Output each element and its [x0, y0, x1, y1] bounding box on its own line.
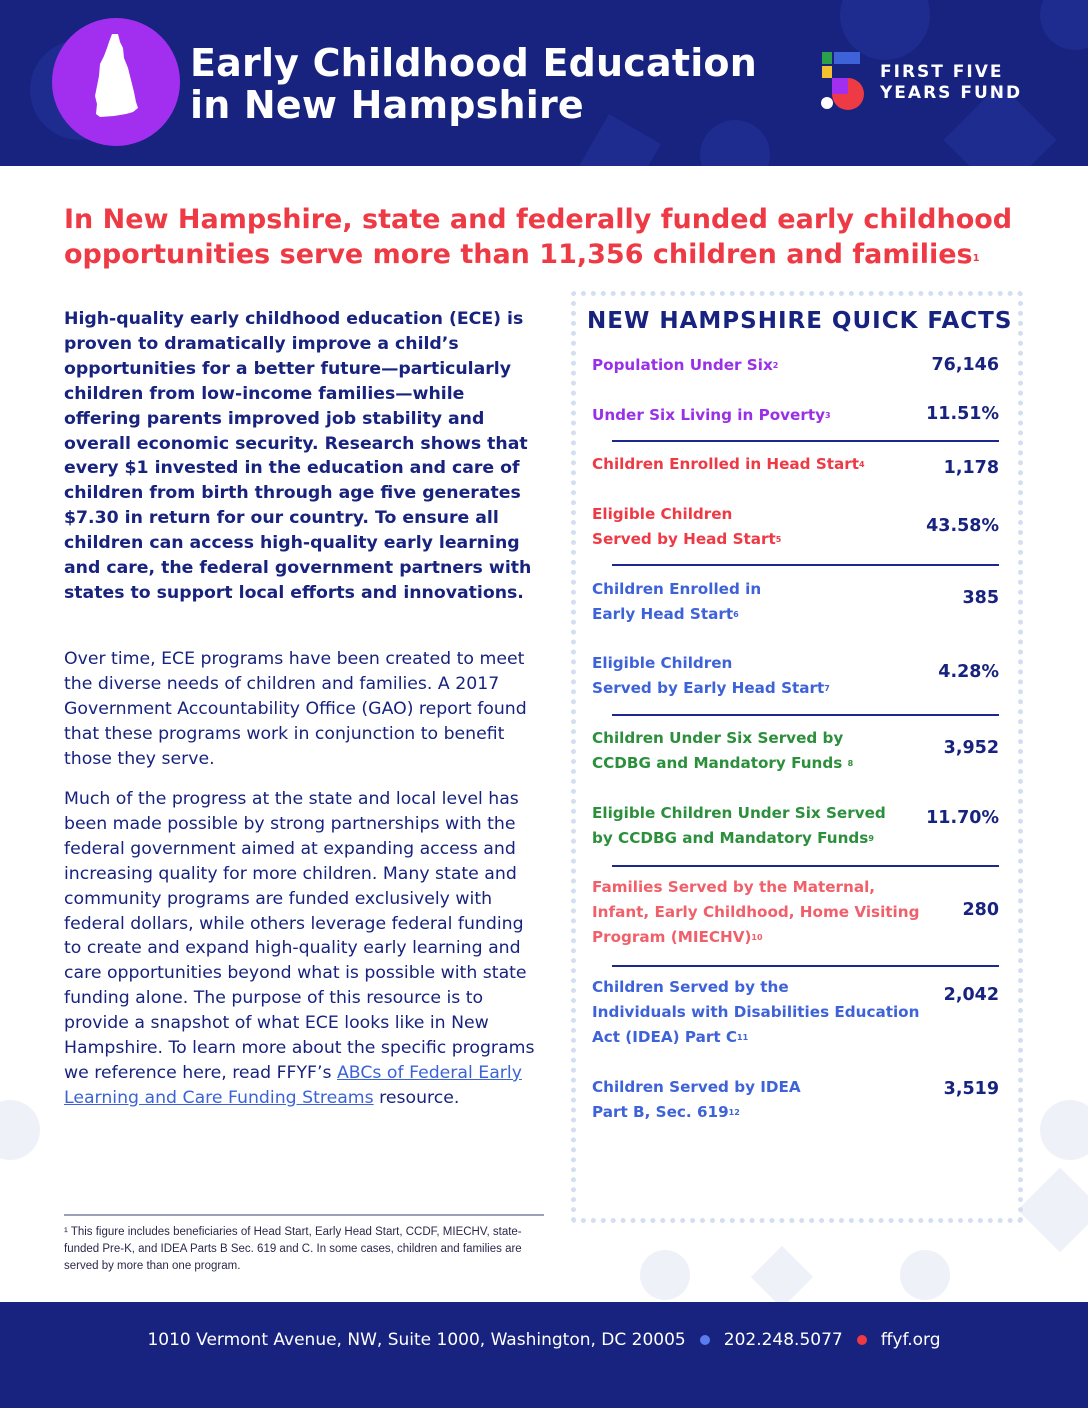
page-footer [0, 1302, 1088, 1408]
fact-label [592, 801, 927, 851]
fact-label [592, 1075, 927, 1125]
fact-label-text: Children Under Six Served by [592, 729, 844, 747]
fact-value: 1,178 [943, 458, 999, 478]
footnote-divider [64, 1214, 544, 1216]
paragraph-text: Much of the progress at the state and local level has been made possible by strong partnerships with the federal government aimed at expanding access and increasing quality for more children. Many state and community programs are funded exclusively with federal dollars, while others leverage federal funding to create and expand high-quality early learning and care opportunities beyond what is possible with state funding alone. The purpose of this resource is to provide a snapshot of what ECE looks like in New Hampshire. To learn more about the specific programs we reference here, read FFYF’s [64, 789, 535, 1083]
footer-phone[interactable]: 202.248.5077 [723, 1330, 843, 1350]
fact-value: 11.70% [926, 808, 999, 828]
fact-label-text: Served by Head Start [592, 529, 776, 548]
fact-label-text: Infant, Early Childhood, Home Visiting [592, 902, 920, 921]
fact-label-text: Children Served by IDEA [592, 1078, 801, 1096]
fact-value: 3,952 [943, 738, 999, 758]
ffyf-logo[interactable] [820, 52, 1050, 116]
logo-line: YEARS FUND [880, 83, 1023, 103]
fact-label-text: Eligible Children [592, 654, 733, 672]
title-line: Early Childhood Education [190, 41, 757, 85]
fact-value: 4.28% [938, 662, 999, 682]
red-dot-icon [857, 1335, 867, 1345]
fact-divider [612, 440, 999, 442]
title-line: in New Hampshire [190, 83, 584, 127]
fact-value: 76,146 [931, 355, 999, 375]
headline-footnote-mark: 1 [972, 253, 980, 264]
fact-label-text: CCDBG and Mandatory Funds [592, 753, 848, 772]
fact-note: 7 [824, 683, 830, 693]
decorative-shape [1040, 1100, 1088, 1160]
decorative-shape [751, 1246, 813, 1308]
fact-label [592, 875, 927, 950]
fact-label-text: Children Served by the [592, 978, 789, 996]
fact-label-text: Children Enrolled in [592, 580, 762, 598]
fact-value: 385 [962, 588, 999, 608]
fact-label-text: Eligible Children Under Six Served [592, 804, 886, 822]
fact-label-text: Early Head Start [592, 604, 734, 623]
decorative-shape [1040, 0, 1088, 50]
abcs-funding-streams-link[interactable]: ABCs of Federal Early Learning and Care Funding Streams [64, 1062, 522, 1108]
decorative-shape [0, 1100, 40, 1160]
fact-note: 10 [751, 932, 763, 942]
fact-label-text: by CCDBG and Mandatory Funds [592, 828, 869, 847]
footer-website-link[interactable]: ffyf.org [880, 1330, 941, 1350]
blue-dot-icon [700, 1335, 710, 1345]
fact-label-text: Served by Early Head Start [592, 678, 825, 697]
fact-label [592, 353, 927, 378]
fact-label [592, 502, 927, 552]
fact-divider [612, 564, 999, 566]
body-paragraph: Over time, ECE programs have been created to meet the diverse needs of children and families. A 2017 Government Accountability Office (GAO) report found that these programs work in conjunction to benefit those they serve. [64, 649, 527, 769]
ffyf-logo-icon [820, 52, 870, 116]
fact-note: 8 [847, 758, 854, 768]
fact-label-text: Eligible Children [592, 505, 733, 523]
fact-note: 12 [728, 1107, 740, 1117]
fact-label [592, 403, 927, 428]
fact-label [592, 577, 927, 627]
fact-label-text: Act (IDEA) Part C [592, 1027, 738, 1046]
footnote: ¹ This figure includes beneficiaries of Head Start, Early Head Start, CCDF, MIECHV, state-funded Pre-K, and IDEA Parts B Sec. 619 and C. In some cases, children and families are served by more than one program. [64, 1226, 522, 1272]
fact-label-text: Individuals with Disabilities Education [592, 1002, 920, 1021]
fact-label-text: Population Under Six [592, 356, 773, 374]
fact-divider [612, 965, 999, 967]
fact-note: 2 [772, 361, 779, 370]
fact-divider [612, 714, 999, 716]
intro-paragraph: High-quality early childhood education (ECE) is proven to dramatically improve a child’s opportunities for a better future—particularly children from low-income families—while offering parents improved job stability and overall economic security. Research shows that every $1 invested in the education and care of children from birth through age five generates $7.30 in return for our country. To ensure all children can access high-quality early learning and care, the federal government partners with states to support local efforts and innovations. [64, 309, 532, 603]
fact-label [592, 452, 927, 477]
fact-value: 11.51% [926, 404, 999, 424]
new-hampshire-state-icon [52, 18, 180, 146]
logo-line: FIRST FIVE [880, 62, 1004, 82]
footer-contact [0, 1330, 1088, 1350]
fact-value: 280 [962, 900, 999, 920]
fact-label [592, 975, 927, 1050]
decorative-shape [640, 1250, 690, 1300]
paragraph-text: resource. [373, 1087, 460, 1108]
page-title [190, 42, 790, 126]
fact-label-text: Children Enrolled in Head Start [592, 455, 860, 473]
footer-address: 1010 Vermont Avenue, NW, Suite 1000, Washington, DC 20005 [147, 1330, 686, 1350]
fact-note: 5 [775, 534, 782, 544]
fact-note: 4 [859, 460, 865, 469]
fact-label [592, 726, 927, 776]
fact-label-text: Program (MIECHV) [592, 927, 752, 946]
decorative-shape [840, 0, 930, 60]
fact-label-text: Part B, Sec. 619 [592, 1102, 729, 1121]
fact-note: 3 [825, 411, 831, 420]
decorative-shape [700, 120, 770, 166]
headline [64, 202, 1024, 272]
fact-note: 11 [737, 1032, 749, 1042]
fact-note: 9 [868, 833, 874, 843]
headline-text: In New Hampshire, state and federally funded early childhood opportunities serve more than 11,356 children and families [64, 204, 1013, 270]
fact-note: 6 [733, 609, 739, 619]
fact-value: 43.58% [926, 516, 999, 536]
decorative-shape [1018, 1168, 1088, 1253]
fact-label-text: Families Served by the Maternal, [592, 878, 876, 896]
fact-divider [612, 865, 999, 867]
fact-value: 3,519 [943, 1079, 999, 1099]
fact-label [592, 651, 927, 701]
fact-label-text: Under Six Living in Poverty [592, 406, 826, 424]
decorative-shape [900, 1250, 950, 1300]
body-paragraph [64, 787, 539, 1111]
state-badge [52, 18, 180, 146]
quick-facts-title: NEW HAMPSHIRE QUICK FACTS [587, 308, 1013, 334]
fact-value: 2,042 [943, 985, 999, 1005]
logo-text [880, 62, 1022, 104]
